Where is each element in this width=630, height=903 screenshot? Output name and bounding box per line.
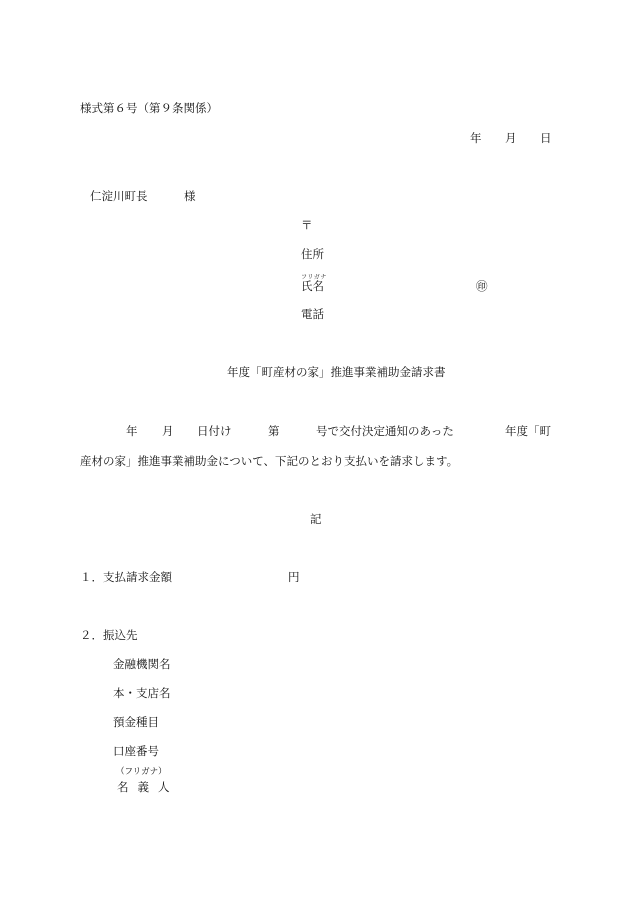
request-body-line2: 産材の家」推進事業補助金について、下記のとおり支払いを請求します。 xyxy=(80,454,459,468)
addressee-name: 仁淀川町長 xyxy=(90,189,148,203)
amount-label: １．支払請求金額 xyxy=(80,570,172,584)
account-number-label: 口座番号 xyxy=(113,744,159,758)
addressee-honorific: 様 xyxy=(184,189,196,203)
phone-label: 電話 xyxy=(301,307,324,321)
ki-heading: 記 xyxy=(310,512,322,526)
account-holder-label: 名義人 xyxy=(117,780,179,794)
account-type-label: 預金種目 xyxy=(113,715,159,729)
notice-dated-label: 日付け xyxy=(197,424,232,438)
notice-number-prefix: 第 xyxy=(268,424,280,438)
bank-name-label: 金融機関名 xyxy=(113,657,171,671)
notice-year-label: 年 xyxy=(126,424,138,438)
address-label: 住所 xyxy=(301,247,324,261)
name-furigana-label: フリガナ xyxy=(301,274,327,281)
date-day-label: 日 xyxy=(540,131,552,145)
notice-text: 号で交付決定通知のあった xyxy=(316,424,454,438)
form-number: 様式第６号（第９条関係） xyxy=(80,101,218,115)
transfer-destination-label: ２．振込先 xyxy=(80,628,138,642)
name-label: 氏名 xyxy=(301,279,324,293)
date-year-label: 年 xyxy=(470,131,482,145)
branch-name-label: 本・支店名 xyxy=(113,686,171,700)
holder-furigana-label: （フリガナ） xyxy=(116,767,167,777)
notice-month-label: 月 xyxy=(162,424,174,438)
postal-mark: 〒 xyxy=(301,218,313,232)
date-month-label: 月 xyxy=(505,131,517,145)
seal-icon: ㊞ xyxy=(476,279,488,293)
amount-unit: 円 xyxy=(288,570,300,584)
fiscal-year-text: 年度「町 xyxy=(505,424,551,438)
document-title: 年度「町産材の家」推進事業補助金請求書 xyxy=(227,365,446,379)
